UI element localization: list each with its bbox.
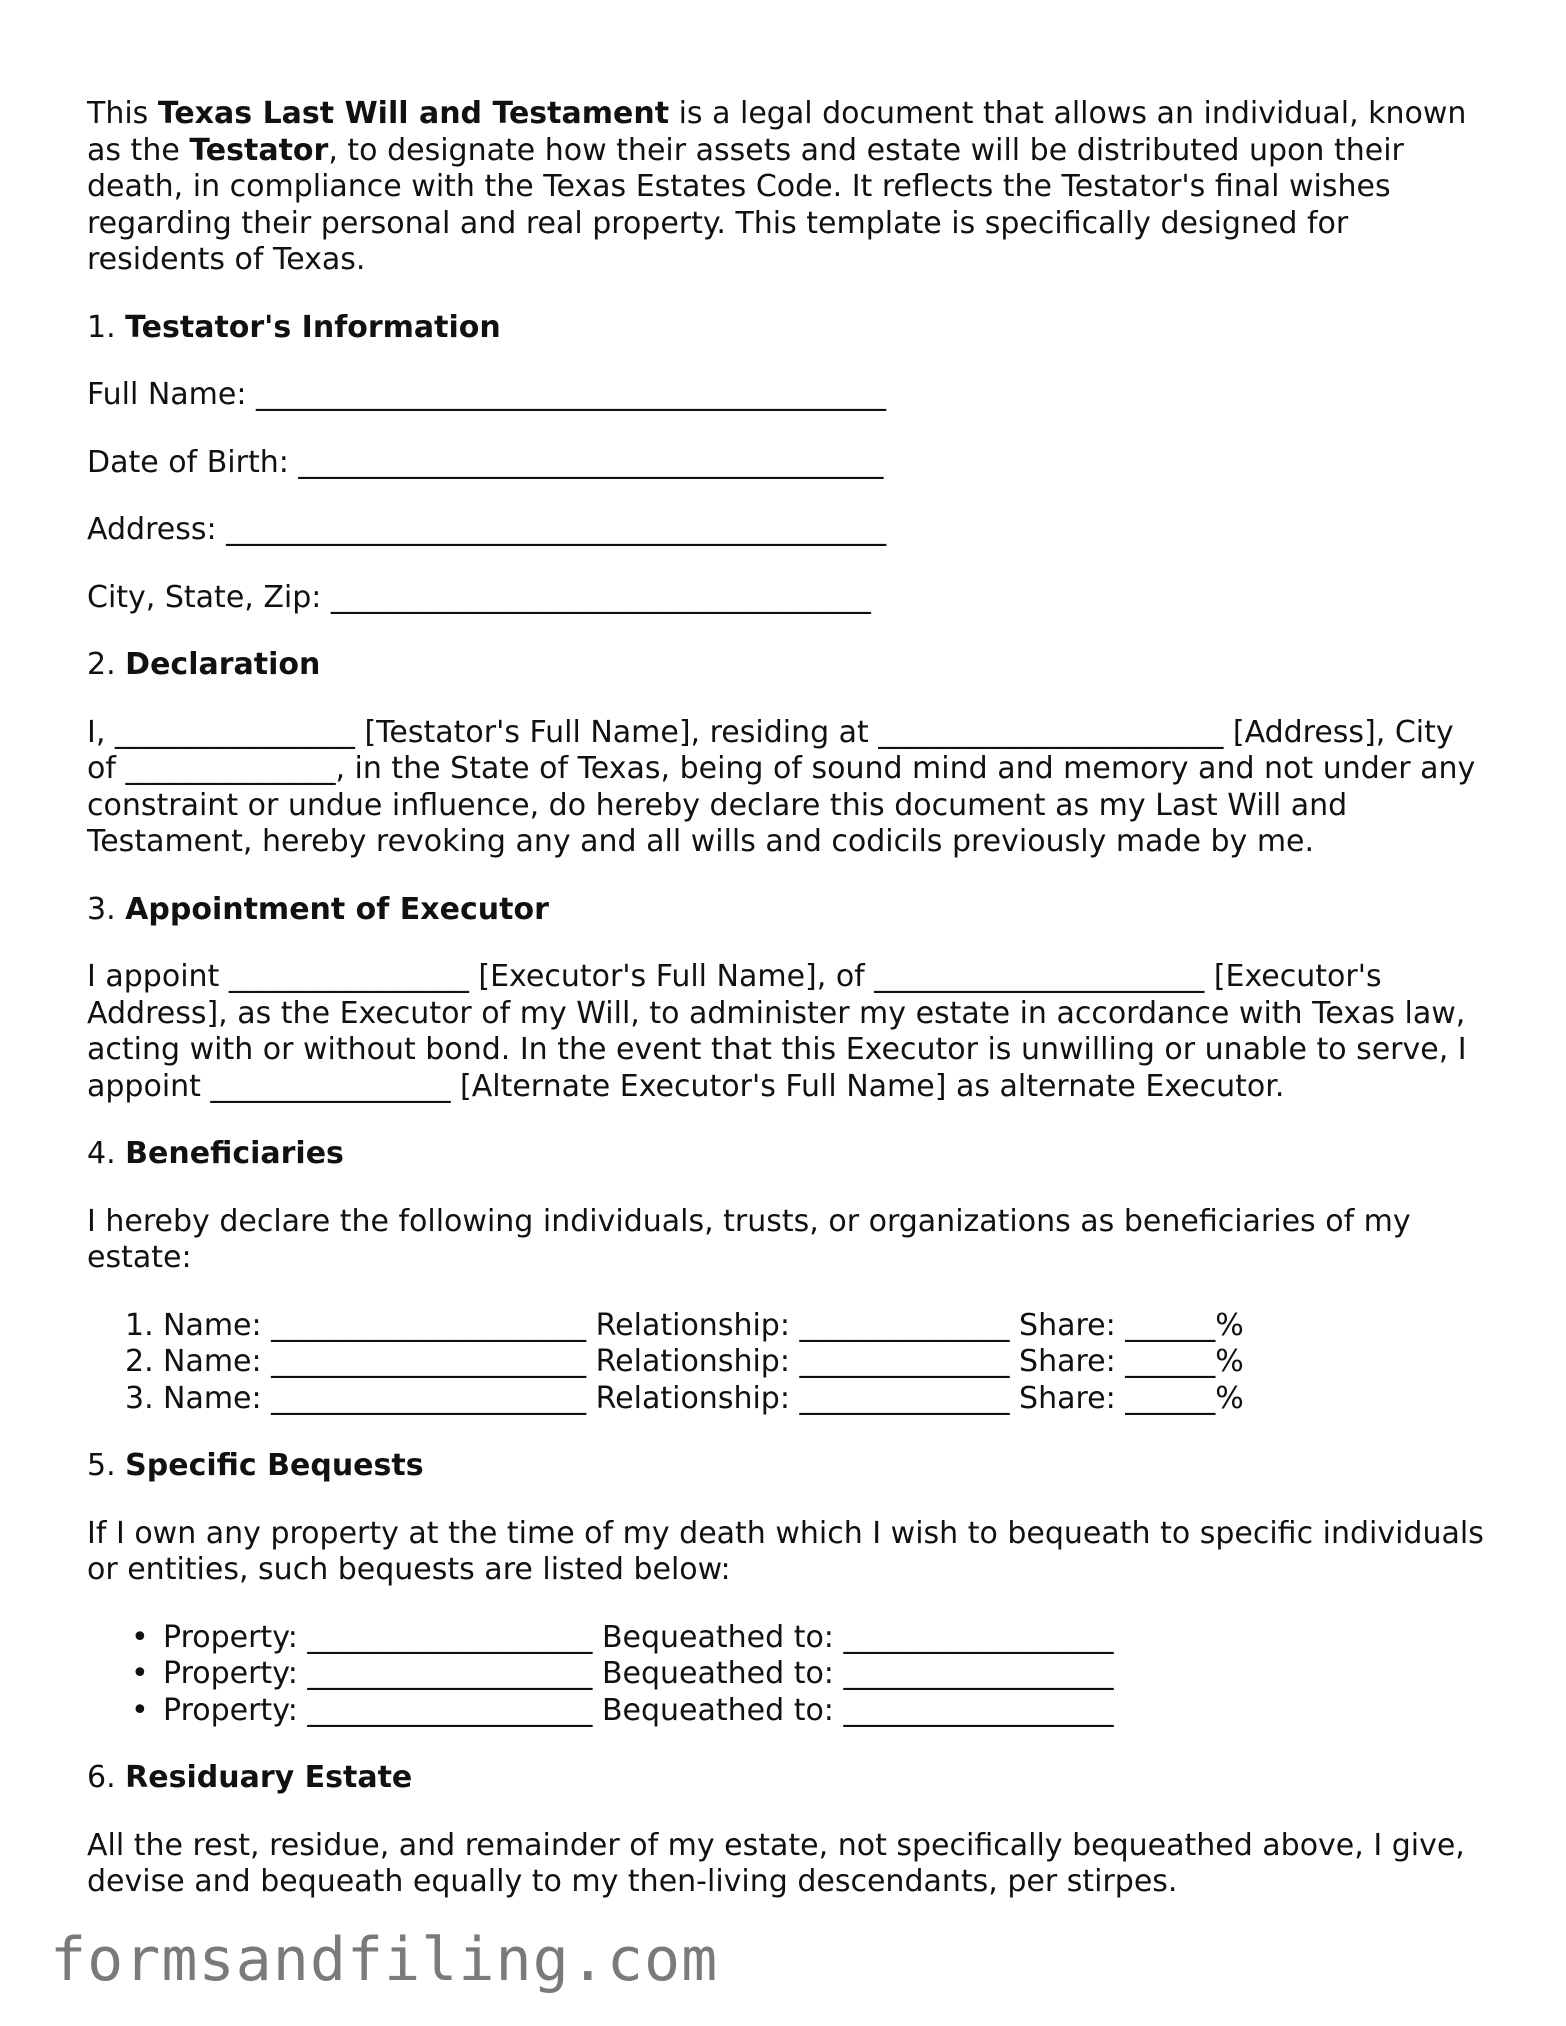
beneficiary-row-text: Name: _____________________ Relationship: ______________ Share: ______% <box>163 1380 1244 1416</box>
document-body <box>87 96 1487 1932</box>
intro-bold-title: Texas Last Will and Testament <box>157 96 670 131</box>
section-heading-declaration <box>87 647 1487 684</box>
section-number: 6. <box>87 1760 126 1795</box>
intro-paragraph <box>87 96 1487 279</box>
bequest-row-text: Property: ___________________ Bequeathed to: __________________ <box>163 1692 1114 1728</box>
full-name-field[interactable]: Full Name: __________________________________________ <box>87 377 886 412</box>
address-field[interactable]: Address: ____________________________________________ <box>87 512 887 547</box>
beneficiary-row[interactable] <box>87 1381 1487 1418</box>
intro-text-3: , to designate how their assets and estate will be distributed upon their death, in compliance with the Texas Estates Code. It reflects the Testator's final wishes regarding their personal and real property. This template is specifically designed for residents of Texas. <box>87 132 1404 277</box>
section-heading-testator-info <box>87 310 1487 347</box>
section-title: Appointment of Executor <box>125 891 549 927</box>
bullet-icon: • <box>131 1656 149 1691</box>
beneficiaries-intro: I hereby declare the following individuals, trusts, or organizations as beneficiaries of my estate: <box>87 1203 1411 1275</box>
section-title: Residuary Estate <box>125 1760 413 1795</box>
beneficiaries-list <box>87 1308 1487 1418</box>
intro-text-1: This <box>87 96 158 131</box>
section-heading-beneficiaries <box>87 1136 1487 1173</box>
bequest-row[interactable] <box>87 1693 1487 1730</box>
residuary-paragraph: All the rest, residue, and remainder of my estate, not specifically bequeathed above, I give, devise and bequeath equally to my then-living descendants, per stirpes. <box>87 1827 1465 1899</box>
section-heading-bequests <box>87 1448 1487 1485</box>
section-number: 3. <box>87 891 126 927</box>
section-title: Testator's Information <box>125 309 501 345</box>
intro-bold-testator: Testator <box>189 132 329 168</box>
bullet-icon: • <box>131 1692 149 1728</box>
section-heading-residuary <box>87 1760 1487 1797</box>
list-number: 1. <box>125 1307 154 1343</box>
section-heading-executor <box>87 892 1487 929</box>
beneficiary-row[interactable] <box>87 1308 1487 1345</box>
city-state-zip-field[interactable]: City, State, Zip: ____________________________________ <box>87 579 871 615</box>
section-number: 2. <box>87 647 126 682</box>
bequest-row[interactable] <box>87 1656 1487 1693</box>
intro-text-2: is a legal document that allows an individual, known as the <box>87 96 1467 168</box>
section-number: 1. <box>87 309 126 345</box>
bequest-row[interactable] <box>87 1620 1487 1657</box>
date-of-birth-field[interactable]: Date of Birth: _______________________________________ <box>87 444 884 480</box>
bequest-row-text: Property: ___________________ Bequeathed to: __________________ <box>163 1619 1114 1655</box>
beneficiary-row-text: Name: _____________________ Relationship: ______________ Share: ______% <box>163 1344 1244 1379</box>
section-number: 5. <box>87 1448 126 1483</box>
list-number: 3. <box>125 1380 154 1416</box>
section-title: Beneficiaries <box>125 1136 344 1171</box>
watermark: formsandfiling.com <box>50 1925 719 1995</box>
bequest-row-text: Property: ___________________ Bequeathed to: __________________ <box>163 1656 1114 1691</box>
beneficiary-row-text: Name: _____________________ Relationship: ______________ Share: ______% <box>163 1307 1244 1343</box>
bullet-icon: • <box>131 1619 149 1655</box>
bequests-intro: If I own any property at the time of my death which I wish to bequeath to specific individuals or entities, such bequests are listed below: <box>87 1515 1484 1587</box>
section-number: 4. <box>87 1136 126 1171</box>
executor-paragraph: I appoint ________________ [Executor's Full Name], of ______________________ [Executor's Address], as the Executor of my Will, to administer my estate in accordance with Texas law, acting with or without bond. In the event that this Executor is unwilling or unable to serve, I appoint ________________ [Alternate Executor's Full Name] as alternate Executor. <box>87 959 1467 1104</box>
section-title: Declaration <box>125 647 321 682</box>
declaration-paragraph: I, ________________ [Testator's Full Name], residing at _______________________ [Address], City of ______________, in the State of Texas, being of sound mind and memory and not under any constraint or undue influence, do hereby declare this document as my Last Will and Testament, hereby revoking any and all wills and codicils previously made by me. <box>87 714 1476 859</box>
beneficiary-row[interactable] <box>87 1344 1487 1381</box>
list-number: 2. <box>125 1344 154 1379</box>
section-title: Specific Bequests <box>125 1448 424 1483</box>
bequests-list <box>87 1620 1487 1730</box>
